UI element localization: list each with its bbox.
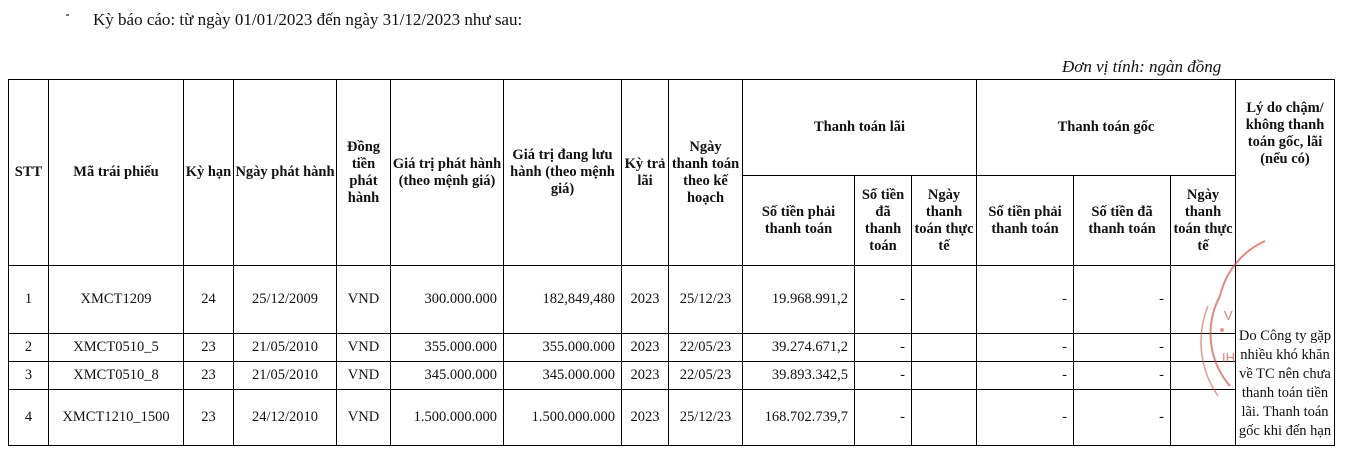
cell-outstanding-value: 182,849,480	[504, 266, 622, 334]
cell-bond-code: XMCT0510_5	[49, 334, 184, 362]
cell-principal-actual-date	[1171, 266, 1236, 334]
cell-principal-actual-date	[1171, 390, 1236, 446]
cell-issue-value: 355.000.000	[391, 334, 504, 362]
cell-principal-due: -	[977, 266, 1074, 334]
cell-issue-date: 21/05/2010	[234, 362, 337, 390]
cell-interest-period: 2023	[622, 266, 669, 334]
cell-outstanding-value: 355.000.000	[504, 334, 622, 362]
scan-speck	[66, 14, 69, 16]
header-principal-payment: Thanh toán gốc	[977, 80, 1236, 176]
svg-text:IH: IH	[1222, 350, 1235, 365]
cell-interest-due: 168.702.739,7	[743, 390, 855, 446]
cell-term: 23	[184, 390, 234, 446]
cell-principal-due: -	[977, 334, 1074, 362]
cell-interest-period: 2023	[622, 390, 669, 446]
cell-stt: 2	[9, 334, 49, 362]
header-interest-actual-date: Ngày thanh toán thực tế	[912, 176, 977, 266]
cell-currency: VND	[337, 334, 391, 362]
cell-interest-due: 19.968.991,2	[743, 266, 855, 334]
header-term: Kỳ hạn	[184, 80, 234, 266]
cell-term: 23	[184, 334, 234, 362]
cell-issue-value: 300.000.000	[391, 266, 504, 334]
cell-issue-date: 25/12/2009	[234, 266, 337, 334]
header-issue-date: Ngày phát hành	[234, 80, 337, 266]
header-outstanding-value: Giá trị đang lưu hành (theo mệnh giá)	[504, 80, 622, 266]
cell-bond-code: XMCT1210_1500	[49, 390, 184, 446]
header-principal-paid: Số tiền đã thanh toán	[1074, 176, 1171, 266]
cell-interest-paid: -	[855, 362, 912, 390]
cell-interest-paid: -	[855, 390, 912, 446]
svg-text:V: V	[1224, 308, 1233, 323]
unit-label: Đơn vị tính: ngàn đồng	[1062, 57, 1222, 76]
header-principal-due: Số tiền phải thanh toán	[977, 176, 1074, 266]
cell-interest-due: 39.274.671,2	[743, 334, 855, 362]
header-interest-paid: Số tiền đã thanh toán	[855, 176, 912, 266]
cell-term: 24	[184, 266, 234, 334]
header-reason: Lý do chậm/ không thanh toán gốc, lãi (nếu có)	[1236, 80, 1335, 266]
cell-principal-actual-date	[1171, 362, 1236, 390]
table-row	[9, 334, 1335, 362]
cell-interest-paid: -	[855, 334, 912, 362]
cell-interest-actual-date	[912, 266, 977, 334]
cell-principal-paid: -	[1074, 390, 1171, 446]
cell-outstanding-value: 1.500.000.000	[504, 390, 622, 446]
report-period: Kỳ báo cáo: từ ngày 01/01/2023 đến ngày 31/12/2023 như sau:	[93, 10, 523, 29]
cell-interest-period: 2023	[622, 362, 669, 390]
cell-principal-actual-date	[1171, 334, 1236, 362]
cell-planned-date: 22/05/23	[669, 334, 743, 362]
header-issue-value: Giá trị phát hành (theo mệnh giá)	[391, 80, 504, 266]
table-row	[9, 390, 1335, 446]
cell-reason: Do Công ty gặp nhiều khó khăn về TC nên chưa thanh toán tiền lãi. Thanh toán gốc khi đến hạn	[1236, 266, 1335, 446]
cell-principal-due: -	[977, 390, 1074, 446]
cell-currency: VND	[337, 266, 391, 334]
bond-payment-table	[8, 79, 1335, 446]
table-row	[9, 362, 1335, 390]
cell-interest-actual-date	[912, 362, 977, 390]
header-bond-code: Mã trái phiếu	[49, 80, 184, 266]
cell-principal-paid: -	[1074, 334, 1171, 362]
cell-term: 23	[184, 362, 234, 390]
cell-issue-date: 21/05/2010	[234, 334, 337, 362]
cell-planned-date: 22/05/23	[669, 362, 743, 390]
cell-outstanding-value: 345.000.000	[504, 362, 622, 390]
header-currency: Đồng tiền phát hành	[337, 80, 391, 266]
cell-interest-period: 2023	[622, 334, 669, 362]
cell-planned-date: 25/12/23	[669, 390, 743, 446]
header-interest-due: Số tiền phải thanh toán	[743, 176, 855, 266]
cell-planned-date: 25/12/23	[669, 266, 743, 334]
cell-bond-code: XMCT1209	[49, 266, 184, 334]
cell-bond-code: XMCT0510_8	[49, 362, 184, 390]
cell-principal-paid: -	[1074, 266, 1171, 334]
header-stt: STT	[9, 80, 49, 266]
cell-issue-date: 24/12/2010	[234, 390, 337, 446]
cell-principal-paid: -	[1074, 362, 1171, 390]
cell-interest-actual-date	[912, 390, 977, 446]
cell-stt: 3	[9, 362, 49, 390]
cell-stt: 1	[9, 266, 49, 334]
cell-issue-value: 1.500.000.000	[391, 390, 504, 446]
cell-issue-value: 345.000.000	[391, 362, 504, 390]
cell-interest-due: 39.893.342,5	[743, 362, 855, 390]
cell-stt: 4	[9, 390, 49, 446]
cell-interest-paid: -	[855, 266, 912, 334]
cell-interest-actual-date	[912, 334, 977, 362]
cell-currency: VND	[337, 362, 391, 390]
header-interest-payment: Thanh toán lãi	[743, 80, 977, 176]
header-planned-date: Ngày thanh toán theo kế hoạch	[669, 80, 743, 266]
cell-principal-due: -	[977, 362, 1074, 390]
header-principal-actual-date: Ngày thanh toán thực tế	[1171, 176, 1236, 266]
header-interest-period: Kỳ trả lãi	[622, 80, 669, 266]
cell-currency: VND	[337, 390, 391, 446]
table-row	[9, 266, 1335, 334]
